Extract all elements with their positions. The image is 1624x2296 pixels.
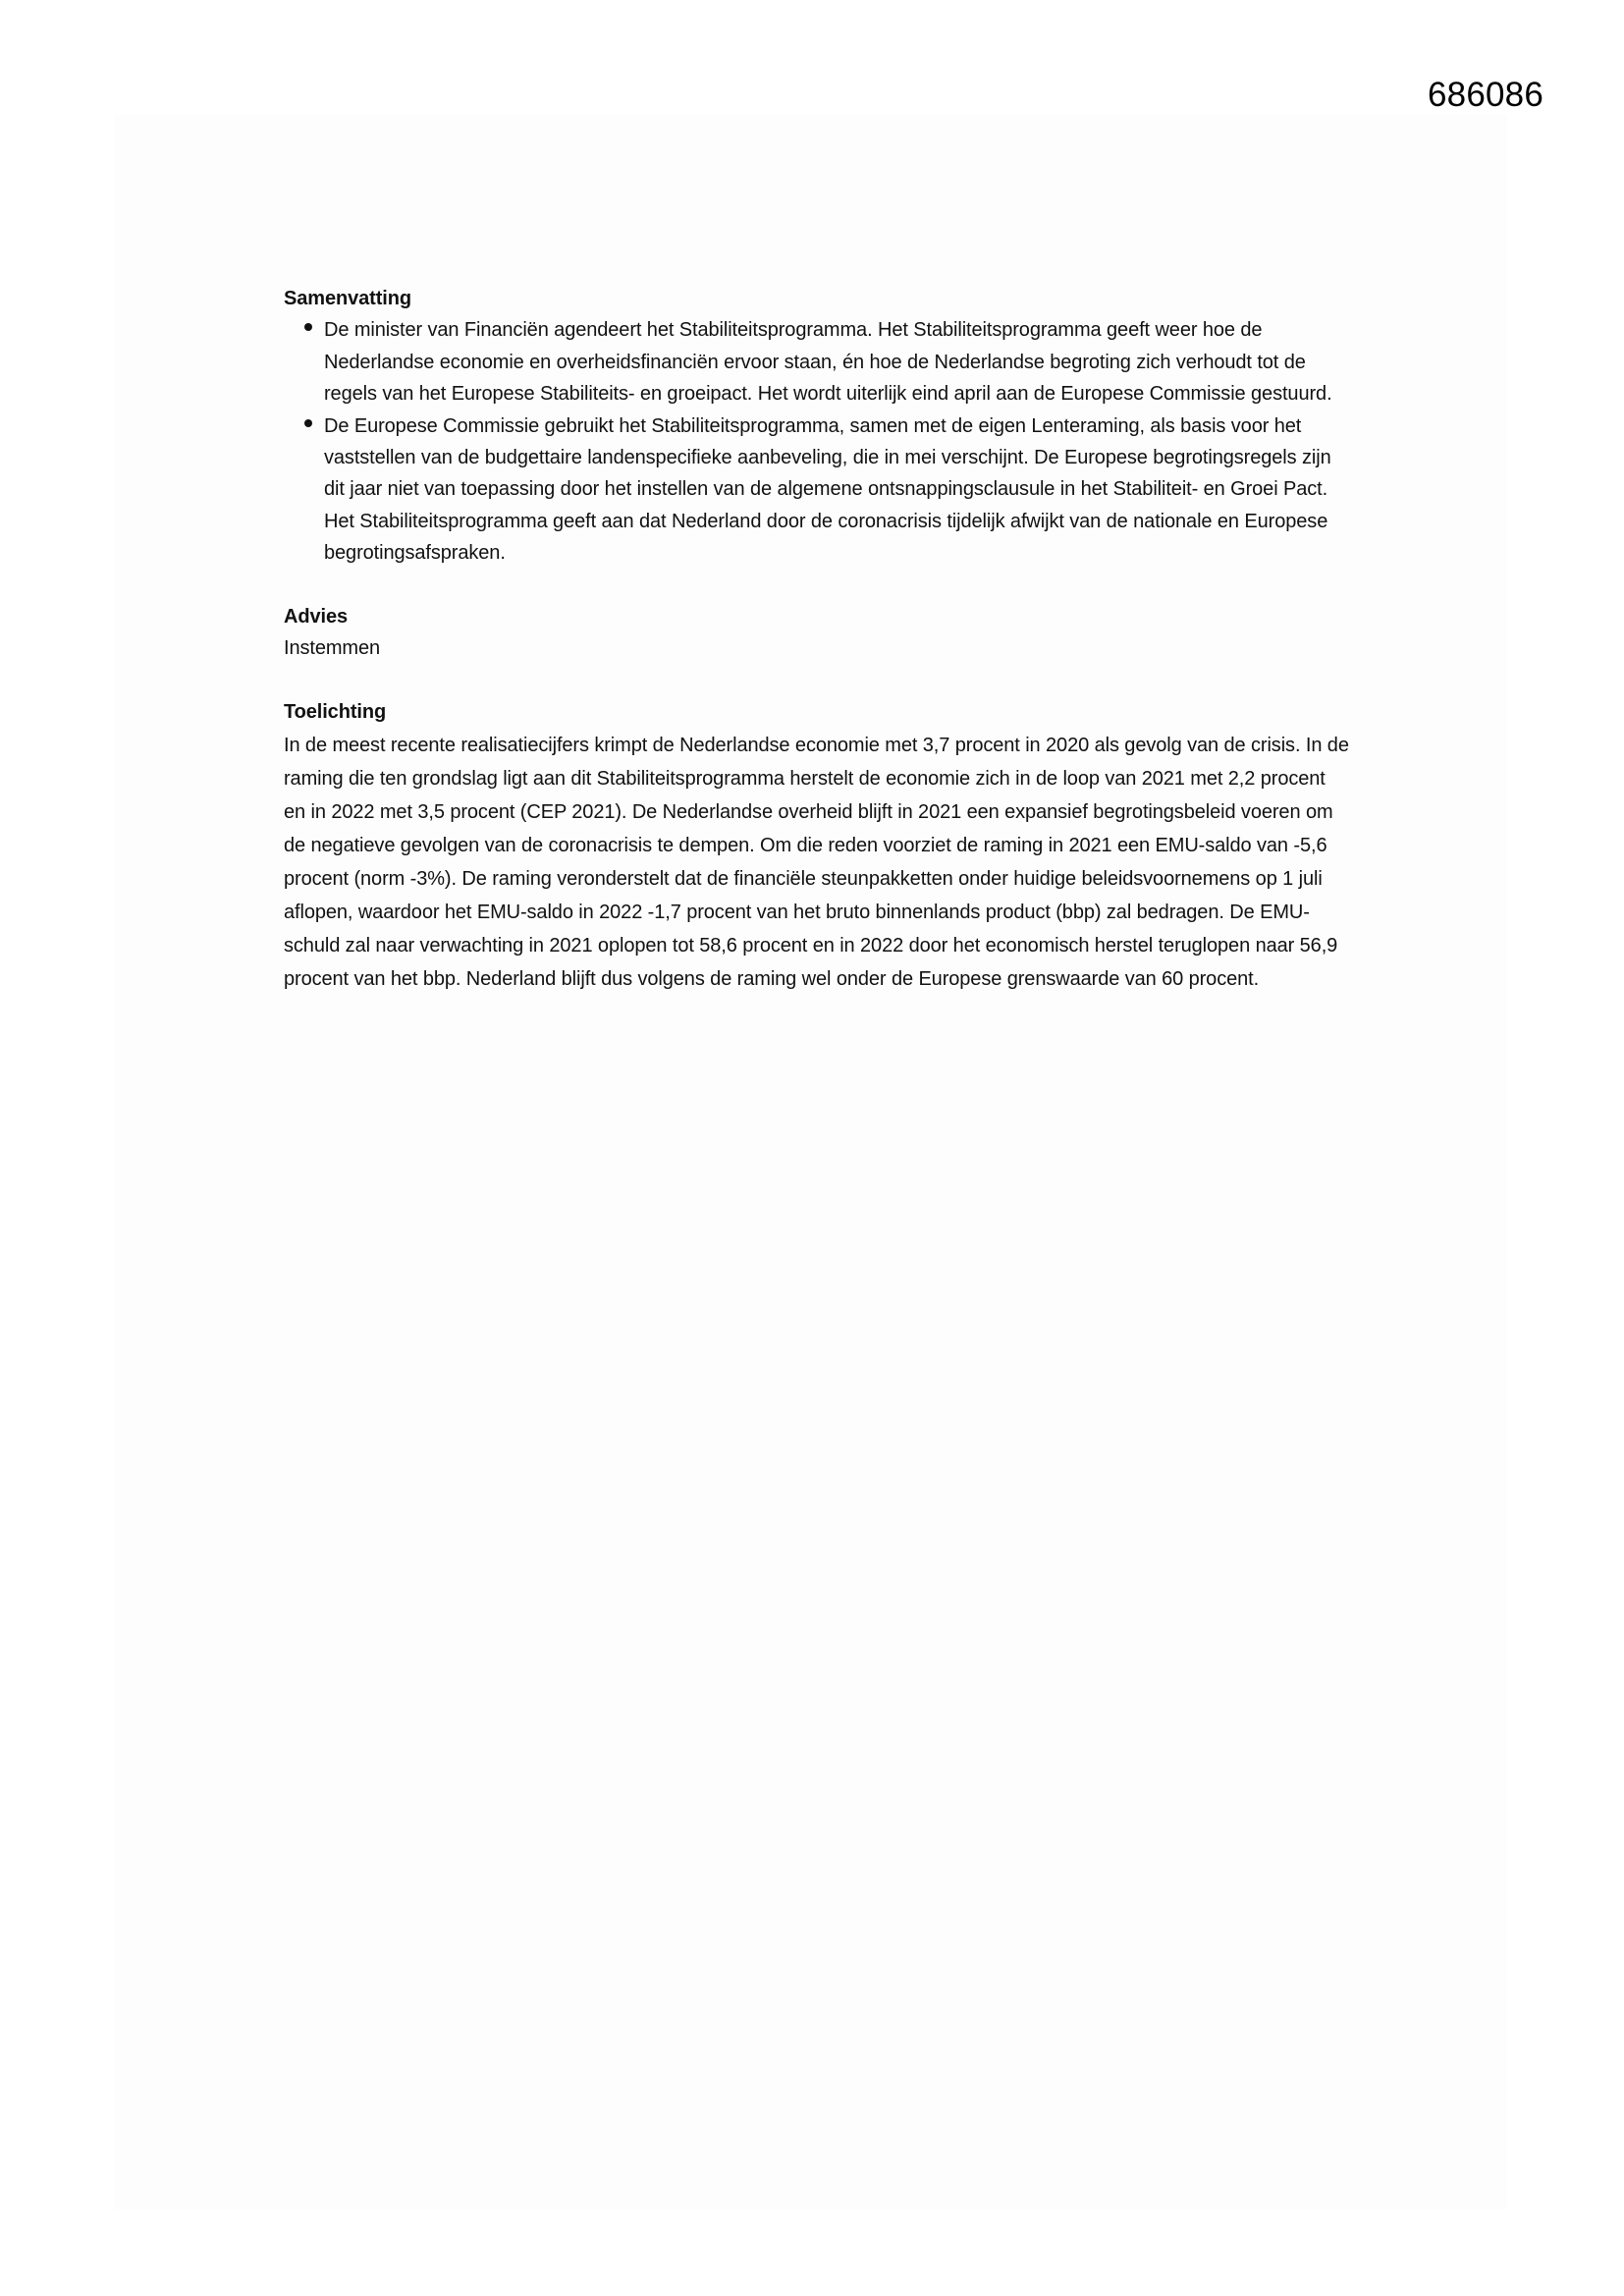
section-spacer	[284, 665, 1354, 696]
bullet-text: De minister van Financiën agendeert het Stabiliteitsprogramma. Het Stabiliteitsprogramma geeft weer hoe de Nederlandse economie en overheidsfinanciën ervoor staan, én hoe de Nederlandse begroting zich verhoudt tot de regels van het Europese Stabiliteits- en groeipact. Het wordt uiterlijk eind april aan de Europese Commissie gestuurd.	[324, 319, 1332, 406]
section-spacer	[284, 570, 1354, 601]
summary-bullet-list	[284, 314, 1354, 569]
summary-bullet-item	[284, 314, 1354, 410]
summary-bullet-item	[284, 410, 1354, 570]
summary-section	[284, 283, 1354, 570]
advice-heading: Advies	[284, 606, 348, 629]
advice-text: Instemmen	[284, 637, 381, 660]
summary-heading: Samenvatting	[284, 288, 411, 309]
explanation-section	[284, 696, 1354, 995]
explanation-text: In de meest recente realisatiecijfers krimpt de Nederlandse economie met 3,7 procent in 2020 als gevolg van de crisis. In de raming die ten grondslag ligt aan dit Stabiliteitsprogramma herstelt de economie zich in de loop van 2021 met 2,2 procent en in 2022 met 3,5 procent (CEP 2021). De Nederlandse overheid blijft in 2021 een expansief begrotingsbeleid voeren om de negatieve gevolgen van de coronacrisis te dempen. Om die reden voorziet de raming in 2021 een EMU-saldo van -5,6 procent (norm -3%). De raming veronderstelt dat de financiële steunpakketten onder huidige beleidsvoornemens op 1 juli aflopen, waardoor het EMU-saldo in 2022 -1,7 procent van het bruto binnenlands product (bbp) zal bedragen. De EMU-schuld zal naar verwachting in 2021 oplopen tot 58,6 procent en in 2022 door het economisch herstel teruglopen naar 56,9 procent van het bbp. Nederland blijft dus volgens de raming wel onder de Europese grenswaarde van 60 procent.	[284, 734, 1349, 990]
document-content	[284, 283, 1354, 996]
advice-section	[284, 601, 1354, 665]
document-number: 686086	[1428, 76, 1543, 114]
explanation-heading: Toelichting	[284, 701, 387, 724]
bullet-text: De Europese Commissie gebruikt het Stabiliteitsprogramma, samen met de eigen Lenteraming, als basis voor het vaststellen van de budgettaire landenspecifieke aanbeveling, die in mei verschijnt. De Europese begrotingsregels zijn dit jaar niet van toepassing door het instellen van de algemene ontsnappingsclausule in het Stabiliteit- en Groei Pact. Het Stabiliteitsprogramma geeft aan dat Nederland door de coronacrisis tijdelijk afwijkt van de nationale en Europese begrotingsafspraken.	[324, 414, 1331, 565]
